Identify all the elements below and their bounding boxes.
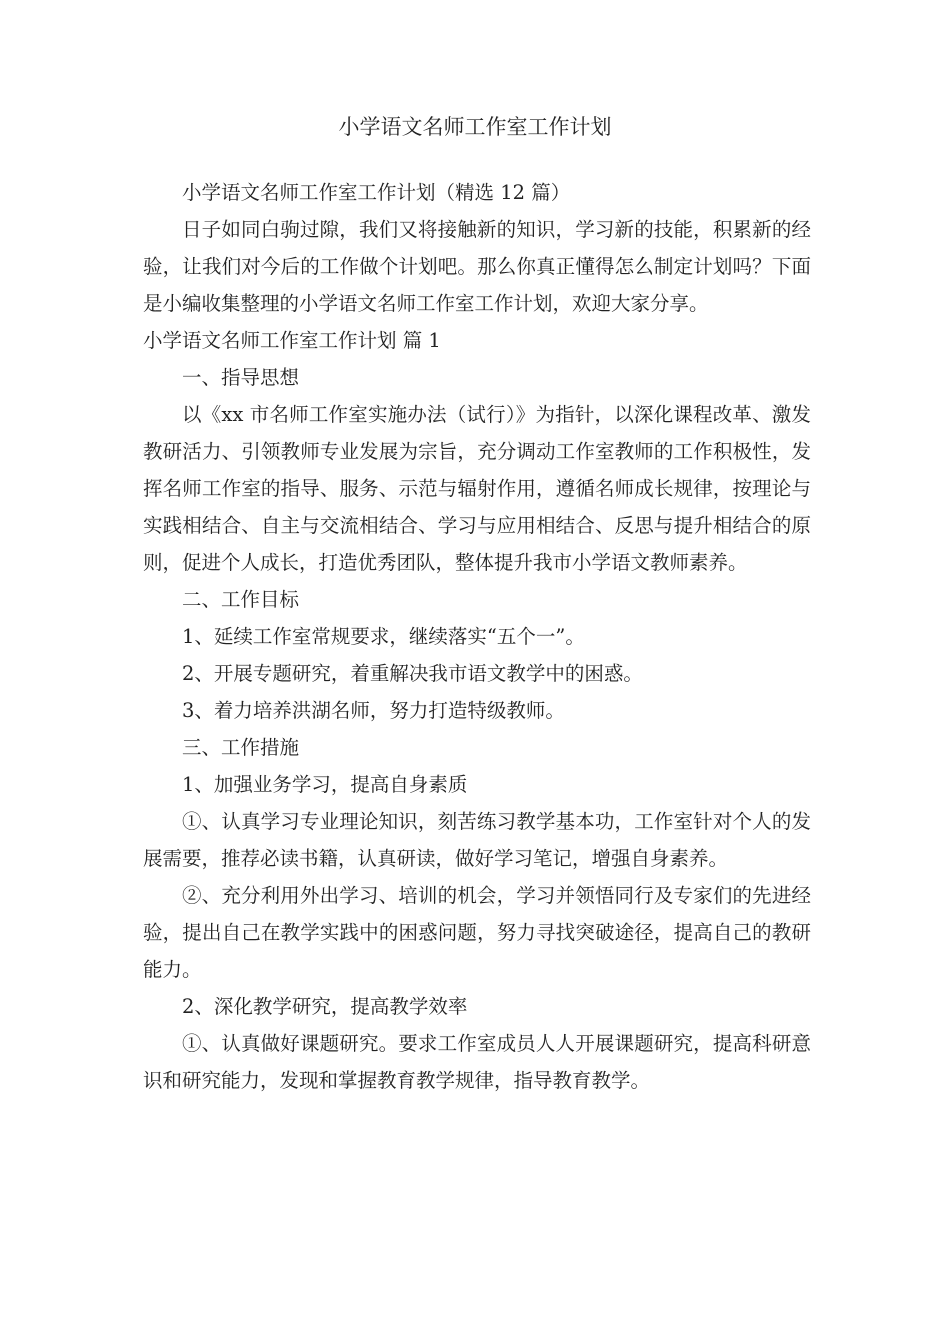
paragraph-guiding-ideology: 以《xx 市名师工作室实施办法（试行）》为指针，以深化课程改革、激发教研活力、引领教师专业发展为宗旨，充分调动工作室教师的工作积极性，发挥名师工作室的指导、服务、示范与辐射作用，遵循名师成长规律，按理论与实践相结合、自主与交流相结合、学习与应用相结合、反思与提升相结合的原则，促进个人成长，打造优秀团队，整体提升我市小学语文教师素养。 bbox=[143, 403, 811, 574]
intro-paragraph: 日子如同白驹过隙，我们又将接触新的知识，学习新的技能，积累新的经验，让我们对今后的工作做个计划吧。那么你真正懂得怎么制定计划吗？下面是小编收集整理的小学语文名师工作室工作计划，欢迎大家分享。 bbox=[143, 218, 811, 315]
goal-item-1: 1、延续工作室常规要求，继续落实“五个一”。 bbox=[182, 625, 585, 648]
section-heading-part-1: 小学语文名师工作室工作计划 篇 1 bbox=[143, 329, 441, 352]
measure-1-item-2: ②、充分利用外出学习、培训的机会，学习并领悟同行及专家们的先进经验，提出自己在教学实践中的困惑问题，努力寻找突破途径，提高自己的教研能力。 bbox=[143, 884, 811, 981]
measure-1-item-1: ①、认真学习专业理论知识，刻苦练习教学基本功，工作室针对个人的发展需要，推荐必读书籍，认真研读，做好学习笔记，增强自身素养。 bbox=[143, 810, 811, 870]
goal-item-3: 3、着力培养洪湖名师，努力打造特级教师。 bbox=[182, 699, 565, 722]
measure-heading-2: 2、深化教学研究，提高教学效率 bbox=[182, 995, 468, 1018]
heading-work-measures: 三、工作措施 bbox=[182, 736, 300, 759]
document-body bbox=[143, 174, 811, 1099]
goal-item-2: 2、开展专题研究，着重解决我市语文教学中的困惑。 bbox=[182, 662, 643, 685]
measure-heading-1: 1、加强业务学习，提高自身素质 bbox=[182, 773, 468, 796]
measure-2-item-1: ①、认真做好课题研究。要求工作室成员人人开展课题研究，提高科研意识和研究能力，发现和掌握教育教学规律，指导教育教学。 bbox=[143, 1032, 811, 1092]
subtitle-paragraph: 小学语文名师工作室工作计划（精选 12 篇） bbox=[182, 181, 571, 204]
document-title: 小学语文名师工作室工作计划 bbox=[338, 115, 612, 139]
heading-work-goals: 二、工作目标 bbox=[182, 588, 300, 611]
heading-guiding-ideology: 一、指导思想 bbox=[182, 366, 300, 389]
